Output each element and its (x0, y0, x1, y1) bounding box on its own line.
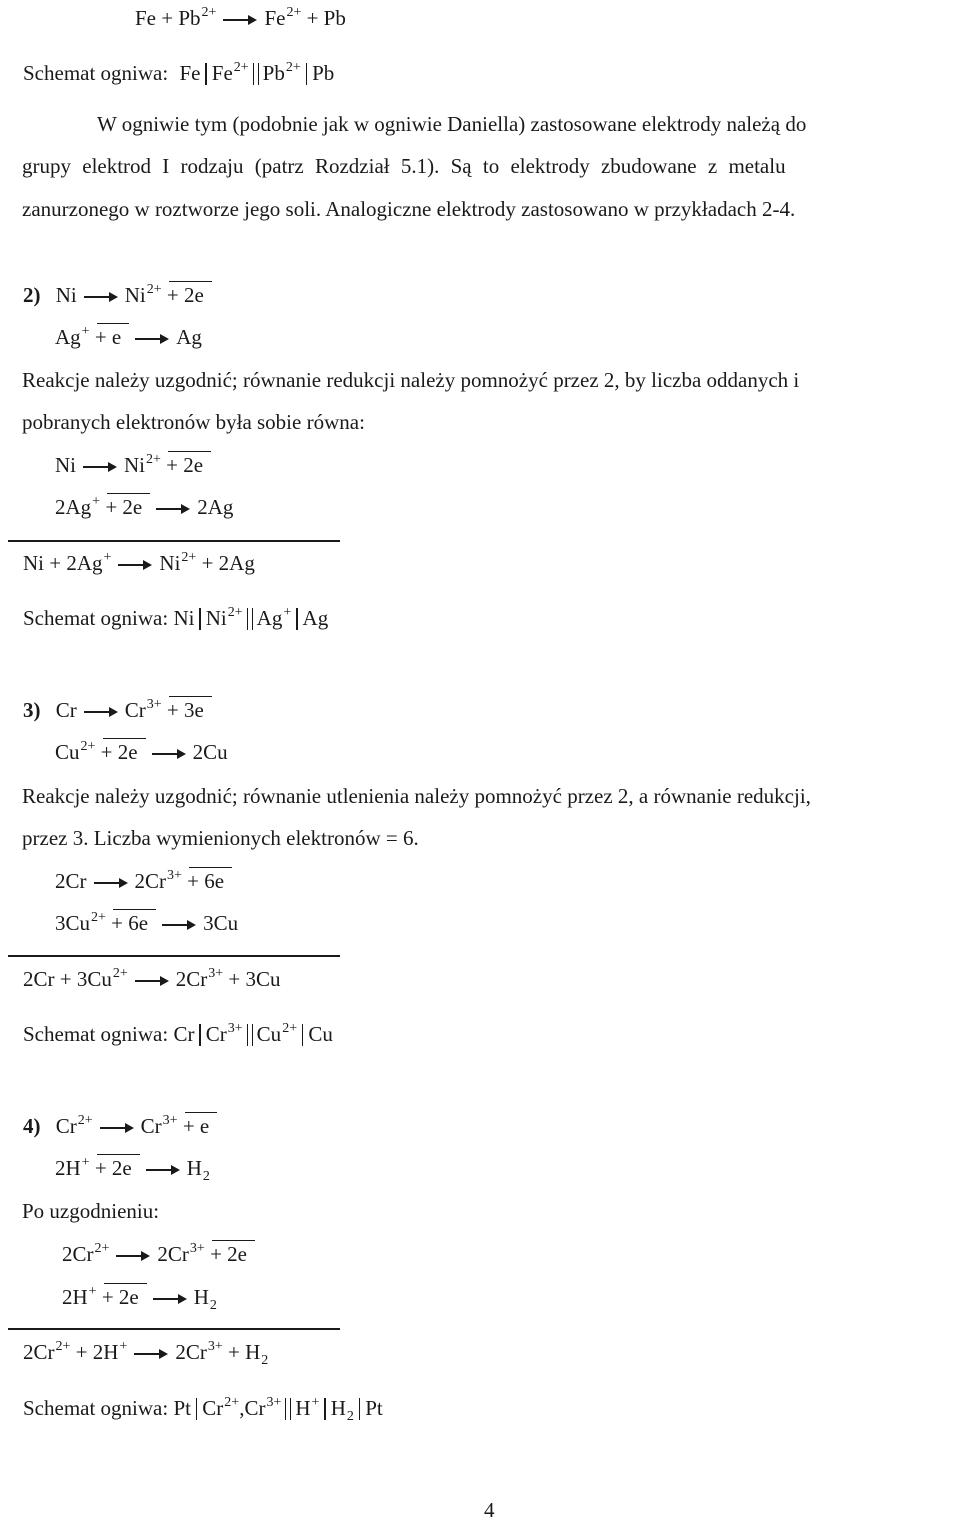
eq-text: 2Ag (197, 495, 234, 519)
ion: H (295, 1396, 311, 1420)
electrode-metal: Pt (173, 1396, 191, 1420)
eq-text: Fe + Pb (135, 6, 201, 30)
ion: Cr (202, 1396, 224, 1420)
eq-text: 2Cr + 3Cu (23, 967, 112, 991)
reaction-arrow-icon (100, 1123, 134, 1133)
ex4-overall-reaction (23, 1339, 269, 1368)
phase-boundary (196, 1398, 197, 1420)
reaction-arrow-icon (152, 749, 186, 759)
reaction-arrow-icon (146, 1165, 180, 1175)
salt-bridge (247, 1024, 253, 1046)
charge-sup: 3+ (266, 1395, 282, 1410)
eq-text: 2Ag (55, 495, 92, 519)
electrode-metal: Cr (173, 1022, 195, 1046)
eq-text: Cr (124, 698, 146, 722)
reaction-arrow-icon (84, 292, 118, 302)
charge-sup: 2+ (201, 5, 217, 20)
eq-text: + 3Cu (228, 967, 281, 991)
charge-sup: 2+ (282, 1021, 298, 1036)
phase-boundary (359, 1398, 360, 1420)
electron-term: + 2e (101, 1285, 139, 1309)
electron-term: + 6e (111, 911, 149, 935)
ion: Fe (211, 61, 233, 85)
eq-text: H (193, 1285, 209, 1309)
cell-scheme-label: Schemat ogniwa: (23, 61, 169, 85)
electron-term: + 2e (166, 453, 204, 477)
ex4-half-reaction-1 (23, 1113, 210, 1138)
charge-sup: + (88, 1284, 97, 1299)
eq-text: 2Cr (23, 1340, 55, 1364)
eq-text: 3Cu (55, 911, 91, 935)
charge-sup: 2+ (146, 282, 162, 297)
reaction-arrow-icon (162, 920, 196, 930)
intro-line-2: grupy elektrod I rodzaju (patrz Rozdział 5.1). Są to elektrody zbudowane z metalu (22, 154, 786, 178)
charge-sup: 2+ (286, 5, 302, 20)
ex2-text-line-1: Reakcje należy uzgodnić; równanie redukcji należy pomnożyć przez 2, by liczba oddanych i (22, 368, 800, 392)
eq-text: Cr (55, 698, 77, 722)
ex4-balanced-2 (62, 1284, 217, 1313)
reaction-arrow-icon (118, 560, 152, 570)
reaction-arrow-icon (116, 1251, 150, 1261)
electrode-metal: Fe (179, 61, 201, 85)
charge-sup: + (92, 494, 101, 509)
eq-text: Ni + 2Ag (23, 551, 103, 575)
charge-sup: 2+ (55, 1339, 71, 1354)
ex3-half-reaction-2 (55, 739, 228, 764)
ion: Ag (256, 606, 283, 630)
salt-bridge (253, 63, 259, 85)
ex4-half-reaction-2 (55, 1155, 210, 1184)
eq-text: 2Cr (62, 1242, 94, 1266)
charge-sup: 2+ (80, 739, 96, 754)
ex3-balanced-2 (55, 910, 239, 935)
charge-sup: 2+ (94, 1241, 110, 1256)
reaction-arrow-icon (84, 707, 118, 717)
subscript: 2 (261, 1353, 269, 1368)
phase-boundary (205, 63, 206, 85)
cell-scheme-label: Schemat ogniwa: (23, 1022, 169, 1046)
ex2-overall-reaction (23, 550, 255, 575)
gas: H (330, 1396, 346, 1420)
ex2-balanced-2 (55, 494, 234, 519)
electrode-metal: Pt (365, 1396, 383, 1420)
eq-text: 3Cu (203, 911, 239, 935)
electron-term: + e (94, 325, 122, 349)
eq-text: Ag (55, 325, 81, 349)
electrode-metal: Ag (302, 606, 329, 630)
eq-text: 2Cr (157, 1242, 189, 1266)
electron-term: + 6e (187, 869, 225, 893)
eq-text: Cr (55, 1114, 77, 1138)
eq-text: + H (227, 1340, 261, 1364)
eq-text: Ni (55, 453, 76, 477)
subscript: 2 (209, 1298, 217, 1313)
reaction-arrow-icon (134, 1349, 168, 1359)
charge-sup: + (103, 550, 112, 565)
charge-sup: 3+ (146, 697, 162, 712)
eq-text: H (186, 1156, 202, 1180)
subscript: 2 (202, 1169, 210, 1184)
example-number: 4) (23, 1114, 41, 1138)
ex3-balanced-1 (55, 868, 225, 893)
eq-text: Ni (124, 283, 146, 307)
ion: Cr (205, 1022, 227, 1046)
salt-bridge (285, 1398, 291, 1420)
intro-line-1: W ogniwie tym (podobnie jak w ogniwie Daniella) zastosowane elektrody należą do (97, 112, 807, 136)
electrode-metal: Pb (312, 61, 335, 85)
ex3-cell-scheme (23, 1021, 333, 1046)
eq-text: 2Cr (134, 869, 166, 893)
reaction-arrow-icon (135, 976, 169, 986)
eq-text: 2Cr (175, 1340, 207, 1364)
intro-line-3: zanurzonego w roztworze jego soli. Analogiczne elektrody zastosowano w przykładach 2-4. (22, 197, 796, 221)
charge-sup: 2+ (112, 966, 128, 981)
charge-sup: 3+ (162, 1113, 178, 1128)
eq-text: + 2H (75, 1340, 119, 1364)
ion: Cu (256, 1022, 282, 1046)
phase-boundary (306, 63, 307, 85)
charge-sup: 3+ (207, 1339, 223, 1354)
phase-boundary (302, 1024, 303, 1046)
charge-sup: + (119, 1339, 128, 1354)
ex4-balanced-label: Po uzgodnieniu: (22, 1199, 160, 1223)
charge-sup: 2+ (181, 550, 197, 565)
sum-rule (8, 540, 340, 542)
charge-sup: 3+ (167, 868, 182, 883)
phase-boundary (199, 608, 200, 630)
subscript: 2 (346, 1409, 354, 1424)
reaction-arrow-icon (223, 15, 257, 25)
eq-text: Cr (140, 1114, 162, 1138)
electrode-metal: Ni (173, 606, 195, 630)
example-number: 3) (23, 698, 41, 722)
charge-sup: + (81, 324, 90, 339)
cell-scheme-fe-pb (23, 60, 335, 85)
reaction-arrow-icon (83, 462, 117, 472)
eq-text: 2Cr (55, 869, 87, 893)
charge-sup: 3+ (189, 1241, 205, 1256)
ex3-overall-reaction (23, 966, 281, 991)
ex2-balanced-1 (55, 452, 204, 477)
ex3-half-reaction-1 (23, 697, 204, 722)
eq-text: 2Cr (175, 967, 208, 991)
eq-text: + 2Ag (201, 551, 255, 575)
page-number: 4 (484, 1498, 495, 1522)
eq-text: Ni (55, 283, 77, 307)
charge-sup: 2+ (146, 452, 161, 467)
charge-sup: 2+ (285, 60, 301, 75)
eq-text: + Pb (306, 6, 346, 30)
ex2-text-line-2: pobranych elektronów była sobie równa: (22, 410, 365, 434)
eq-text: 2Cu (192, 740, 228, 764)
ex2-half-reaction-1 (23, 282, 204, 307)
phase-boundary (324, 1398, 325, 1420)
electron-term: + 2e (210, 1242, 247, 1266)
cell-scheme-label: Schemat ogniwa: (23, 1396, 169, 1420)
charge-sup: 3+ (227, 1021, 243, 1036)
charge-sup: 2+ (233, 60, 249, 75)
ex3-text-line-2: przez 3. Liczba wymienionych elektronów = 6. (22, 826, 419, 850)
electron-term: + e (182, 1114, 210, 1138)
example-number: 2) (23, 283, 41, 307)
charge-sup: 2+ (227, 605, 243, 620)
ex4-cell-scheme (23, 1395, 383, 1424)
phase-boundary (199, 1024, 200, 1046)
electron-term: + 2e (166, 283, 204, 307)
eq-text: 2H (62, 1285, 88, 1309)
eq-text: Fe (264, 6, 286, 30)
sum-rule (8, 955, 340, 957)
charge-sup: 2+ (77, 1113, 93, 1128)
ion: Ni (205, 606, 227, 630)
reaction-arrow-icon (135, 334, 169, 344)
electrode-metal: Cu (308, 1022, 333, 1046)
equation-fe-pb (135, 5, 346, 30)
ex4-balanced-1 (62, 1241, 247, 1266)
electron-term: + 2e (94, 1156, 132, 1180)
charge-sup: 3+ (208, 966, 224, 981)
charge-sup: 2+ (224, 1395, 240, 1410)
reaction-arrow-icon (156, 504, 190, 514)
charge-sup: 2+ (91, 910, 106, 925)
electron-term: + 2e (105, 495, 143, 519)
ex2-half-reaction-2 (55, 324, 202, 349)
phase-boundary (296, 608, 297, 630)
reaction-arrow-icon (153, 1294, 187, 1304)
ex3-text-line-1: Reakcje należy uzgodnić; równanie utlenienia należy pomnożyć przez 2, a równanie redukcji, (22, 784, 811, 808)
ex2-cell-scheme (23, 605, 329, 630)
eq-text: Ni (124, 453, 145, 477)
salt-bridge (247, 608, 253, 630)
electron-term: + 3e (166, 698, 204, 722)
electron-term: + 2e (100, 740, 138, 764)
ion: ,Cr (239, 1396, 266, 1420)
eq-text: Ni (159, 551, 181, 575)
charge-sup: + (81, 1155, 90, 1170)
eq-text: Ag (176, 325, 202, 349)
ion: Pb (262, 61, 285, 85)
charge-sup: + (283, 605, 292, 620)
eq-text: 2H (55, 1156, 81, 1180)
cell-scheme-label: Schemat ogniwa: (23, 606, 169, 630)
sum-rule (8, 1328, 340, 1330)
charge-sup: + (311, 1395, 320, 1410)
eq-text: Cu (55, 740, 80, 764)
reaction-arrow-icon (94, 878, 128, 888)
